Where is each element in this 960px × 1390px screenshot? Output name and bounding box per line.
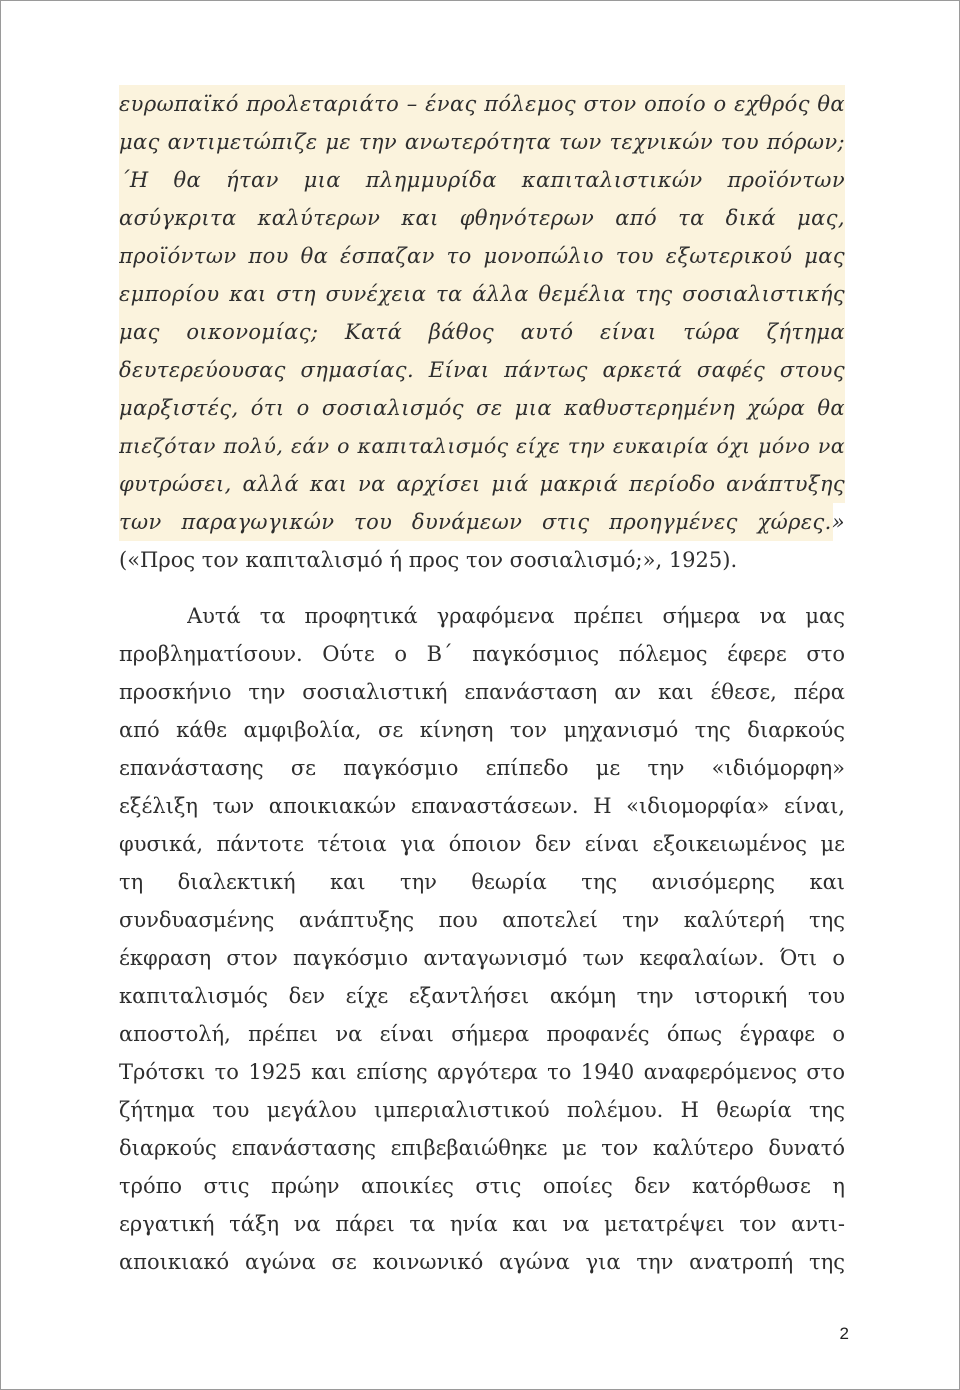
body-line: συνδυασμένης ανάπτυξης που αποτελεί την καλύτερή της [119,908,845,932]
quote-line: μαρξιστές, ότι ο σοσιαλισμός σε μια καθυστερημένη χώρα θα [119,389,845,427]
quote-line: δευτερεύουσας σημασίας. Είναι πάντως αρκετά σαφές στους [119,351,845,389]
body-line: διαρκούς επανάστασης επιβεβαιώθηκε με τον καλύτερο δυνατό [119,1136,845,1160]
body-line: Τρότσκι το 1925 και επίσης αργότερα το 1940 αναφερόμενος στο [119,1060,845,1084]
quote-source: («Προς τον καπιταλισμό ή προς τον σοσιαλισμό;», 1925). [119,548,738,572]
quote-line: μας αντιμετώπιζε με την ανωτερότητα των τεχνικών του πόρων; [119,123,845,161]
body-line: εργατική τάξη να πάρει τα ηνία και να μετατρέψει τον αντι- [119,1212,845,1236]
page-number: 2 [839,1324,849,1343]
body-line: φυσικά, πάντοτε τέτοια για όποιον δεν είναι εξοικειωμένος με [119,832,845,856]
body-line: αποικιακό αγώνα σε κοινωνικό αγώνα για την ανατροπή της [119,1250,845,1274]
body-line: εξέλιξη των αποικιακών επαναστάσεων. Η «ιδιομορφία» είναι, [119,794,845,818]
quote-line: ασύγκριτα καλύτερων και φθηνότερων από τα δικά μας, [119,199,845,237]
body-line: καπιταλισμός δεν είχε εξαντλήσει ακόμη την ιστορική του [119,984,845,1008]
paragraph-first-line: Αυτά τα προφητικά γραφόμενα πρέπει σήμερα να μας [187,604,845,628]
body-line: προβληματίσουν. Ούτε ο Β΄ παγκόσμιος πόλεμος έφερε στο [119,642,845,666]
quote-line: προϊόντων που θα έσπαζαν το μονοπώλιο του εξωτερικού μας [119,237,845,275]
quote-line: μας οικονομίας; Κατά βάθος αυτό είναι τώρα ζήτημα [119,313,845,351]
quote-line: φυτρώσει, αλλά και να αρχίσει μιά μακριά περίοδο ανάπτυξης [119,465,845,503]
body-line: προσκήνιο την σοσιαλιστική επανάσταση αν και έθεσε, πέρα [119,680,845,704]
quote-line: ΄Η θα ήταν μια πλημμυρίδα καπιταλιστικών προϊόντων [119,161,845,199]
body-line: έκφραση στον παγκόσμιο ανταγωνισμό των κεφαλαίων. Ότι ο [119,946,845,970]
body-line: από κάθε αμφιβολία, σε κίνηση τον μηχανισμό της διαρκούς [119,718,845,742]
body-line: ζήτημα του μεγάλου ιμπεριαλιστικού πολέμου. Η θεωρία της [119,1098,845,1122]
body-line: τρόπο στις πρώην αποικίες στις οποίες δεν κατόρθωσε η [119,1174,845,1198]
quote-line: εμπορίου και στη συνέχεια τα άλλα θεμέλια της σοσιαλιστικής [119,275,845,313]
body-line: αποστολή, πρέπει να είναι σήμερα προφανές όπως έγραφε ο [119,1022,845,1046]
quote-line: των παραγωγικών του δυνάμεων στις προηγμένες χώρες.» [119,510,845,534]
quote-line: ευρωπαϊκό προλεταριάτο – ένας πόλεμος στον οποίο ο εχθρός θα [119,85,845,123]
quote-line: πιεζόταν πολύ, εάν ο καπιταλισμός είχε την ευκαιρία όχι μόνο να [119,427,845,465]
body-line: επανάστασης σε παγκόσμιο επίπεδο με την «ιδιόμορφη» [119,756,845,780]
body-line: τη διαλεκτική και την θεωρία της ανισόμερης και [119,870,845,894]
